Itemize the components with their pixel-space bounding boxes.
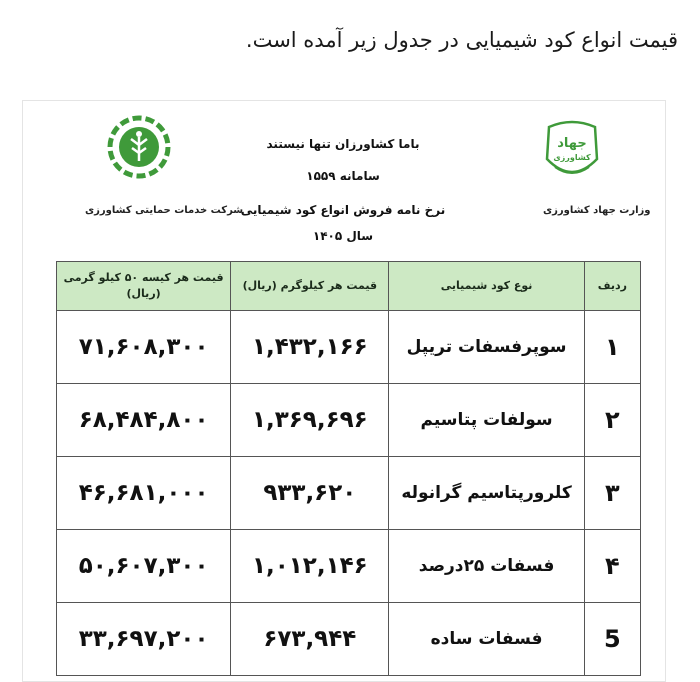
row-price-per-bag-value: ۳۳,۶۹۷,۲۰۰ xyxy=(78,626,209,652)
ministry-name: وزارت جهاد کشاورزی xyxy=(543,205,651,216)
row-price-per-bag-value: ۵۰,۶۰۷,۳۰۰ xyxy=(78,553,209,579)
table-row xyxy=(57,311,641,384)
row-price-per-kg-value: ۹۳۳,۶۲۰ xyxy=(263,480,357,506)
fertilizer-price-table xyxy=(56,261,641,676)
row-price-per-kg xyxy=(231,603,389,676)
row-price-per-kg xyxy=(231,311,389,384)
row-price-per-bag xyxy=(57,384,231,457)
row-price-per-bag xyxy=(57,530,231,603)
row-price-per-bag-value: ۷۱,۶۰۸,۳۰۰ xyxy=(78,334,209,360)
row-rank: ۳ xyxy=(584,457,640,530)
row-rank: ۱ xyxy=(584,311,640,384)
header-rank: ردیف xyxy=(584,262,640,311)
header-price-per-bag-line1: قیمت هر کیسه ۵۰ کیلو گرمی xyxy=(63,270,224,284)
row-price-per-bag xyxy=(57,603,231,676)
ministry-logo-icon xyxy=(539,119,605,181)
row-price-per-kg xyxy=(231,530,389,603)
row-fertilizer-name: کلرورپتاسیم گرانوله xyxy=(389,457,584,530)
ministry-logo-line2: کشاورزی xyxy=(553,153,591,162)
row-rank: ۲ xyxy=(584,384,640,457)
row-price-per-kg-value: ۱,۴۳۲,۱۶۶ xyxy=(251,334,368,360)
table-row xyxy=(57,457,641,530)
row-price-per-bag-value: ۴۶,۶۸۱,۰۰۰ xyxy=(78,480,209,506)
row-fertilizer-name: سوپرفسفات تریپل xyxy=(389,311,584,384)
header-price-per-kg: قیمت هر کیلوگرم (ریال) xyxy=(231,262,389,311)
support-company-logo-icon xyxy=(107,115,171,179)
price-list-year: سال ۱۴۰۵ xyxy=(312,229,374,243)
article-caption: قیمت انواع کود شیمیایی در جدول زیر آمده است. xyxy=(245,28,678,52)
row-price-per-kg xyxy=(231,384,389,457)
row-rank: 5 xyxy=(584,603,640,676)
row-fertilizer-name: فسفات ساده xyxy=(389,603,584,676)
row-price-per-kg xyxy=(231,457,389,530)
table-row xyxy=(57,384,641,457)
row-fertilizer-name: فسفات ۲۵درصد xyxy=(389,530,584,603)
header-fertilizer-type: نوع کود شیمیایی xyxy=(389,262,584,311)
header-price-per-bag-line2: (ریال) xyxy=(126,287,161,300)
row-price-per-kg-value: ۶۷۳,۹۴۴ xyxy=(263,626,357,652)
price-list-card xyxy=(22,100,666,682)
table-header-row xyxy=(57,262,641,311)
hotline: سامانه ۱۵۵۹ xyxy=(306,169,380,183)
row-price-per-kg-value: ۱,۰۱۲,۱۴۶ xyxy=(251,553,368,579)
support-company-name: شرکت خدمات حمایتی کشاورزی xyxy=(85,205,244,216)
ministry-logo-line1: جهاد xyxy=(557,136,587,151)
row-fertilizer-name: سولفات پتاسیم xyxy=(389,384,584,457)
slogan: باما کشاورزان تنها نیستند xyxy=(266,137,420,151)
row-price-per-bag-value: ۶۸,۴۸۴,۸۰۰ xyxy=(78,407,209,433)
row-price-per-bag xyxy=(57,311,231,384)
table-row xyxy=(57,603,641,676)
table-row xyxy=(57,530,641,603)
price-list-title: نرخ نامه فروش انواع کود شیمیایی xyxy=(240,203,446,217)
header-price-per-bag xyxy=(57,262,231,311)
row-price-per-kg-value: ۱,۳۶۹,۶۹۶ xyxy=(251,407,368,433)
row-price-per-bag xyxy=(57,457,231,530)
row-rank: ۴ xyxy=(584,530,640,603)
